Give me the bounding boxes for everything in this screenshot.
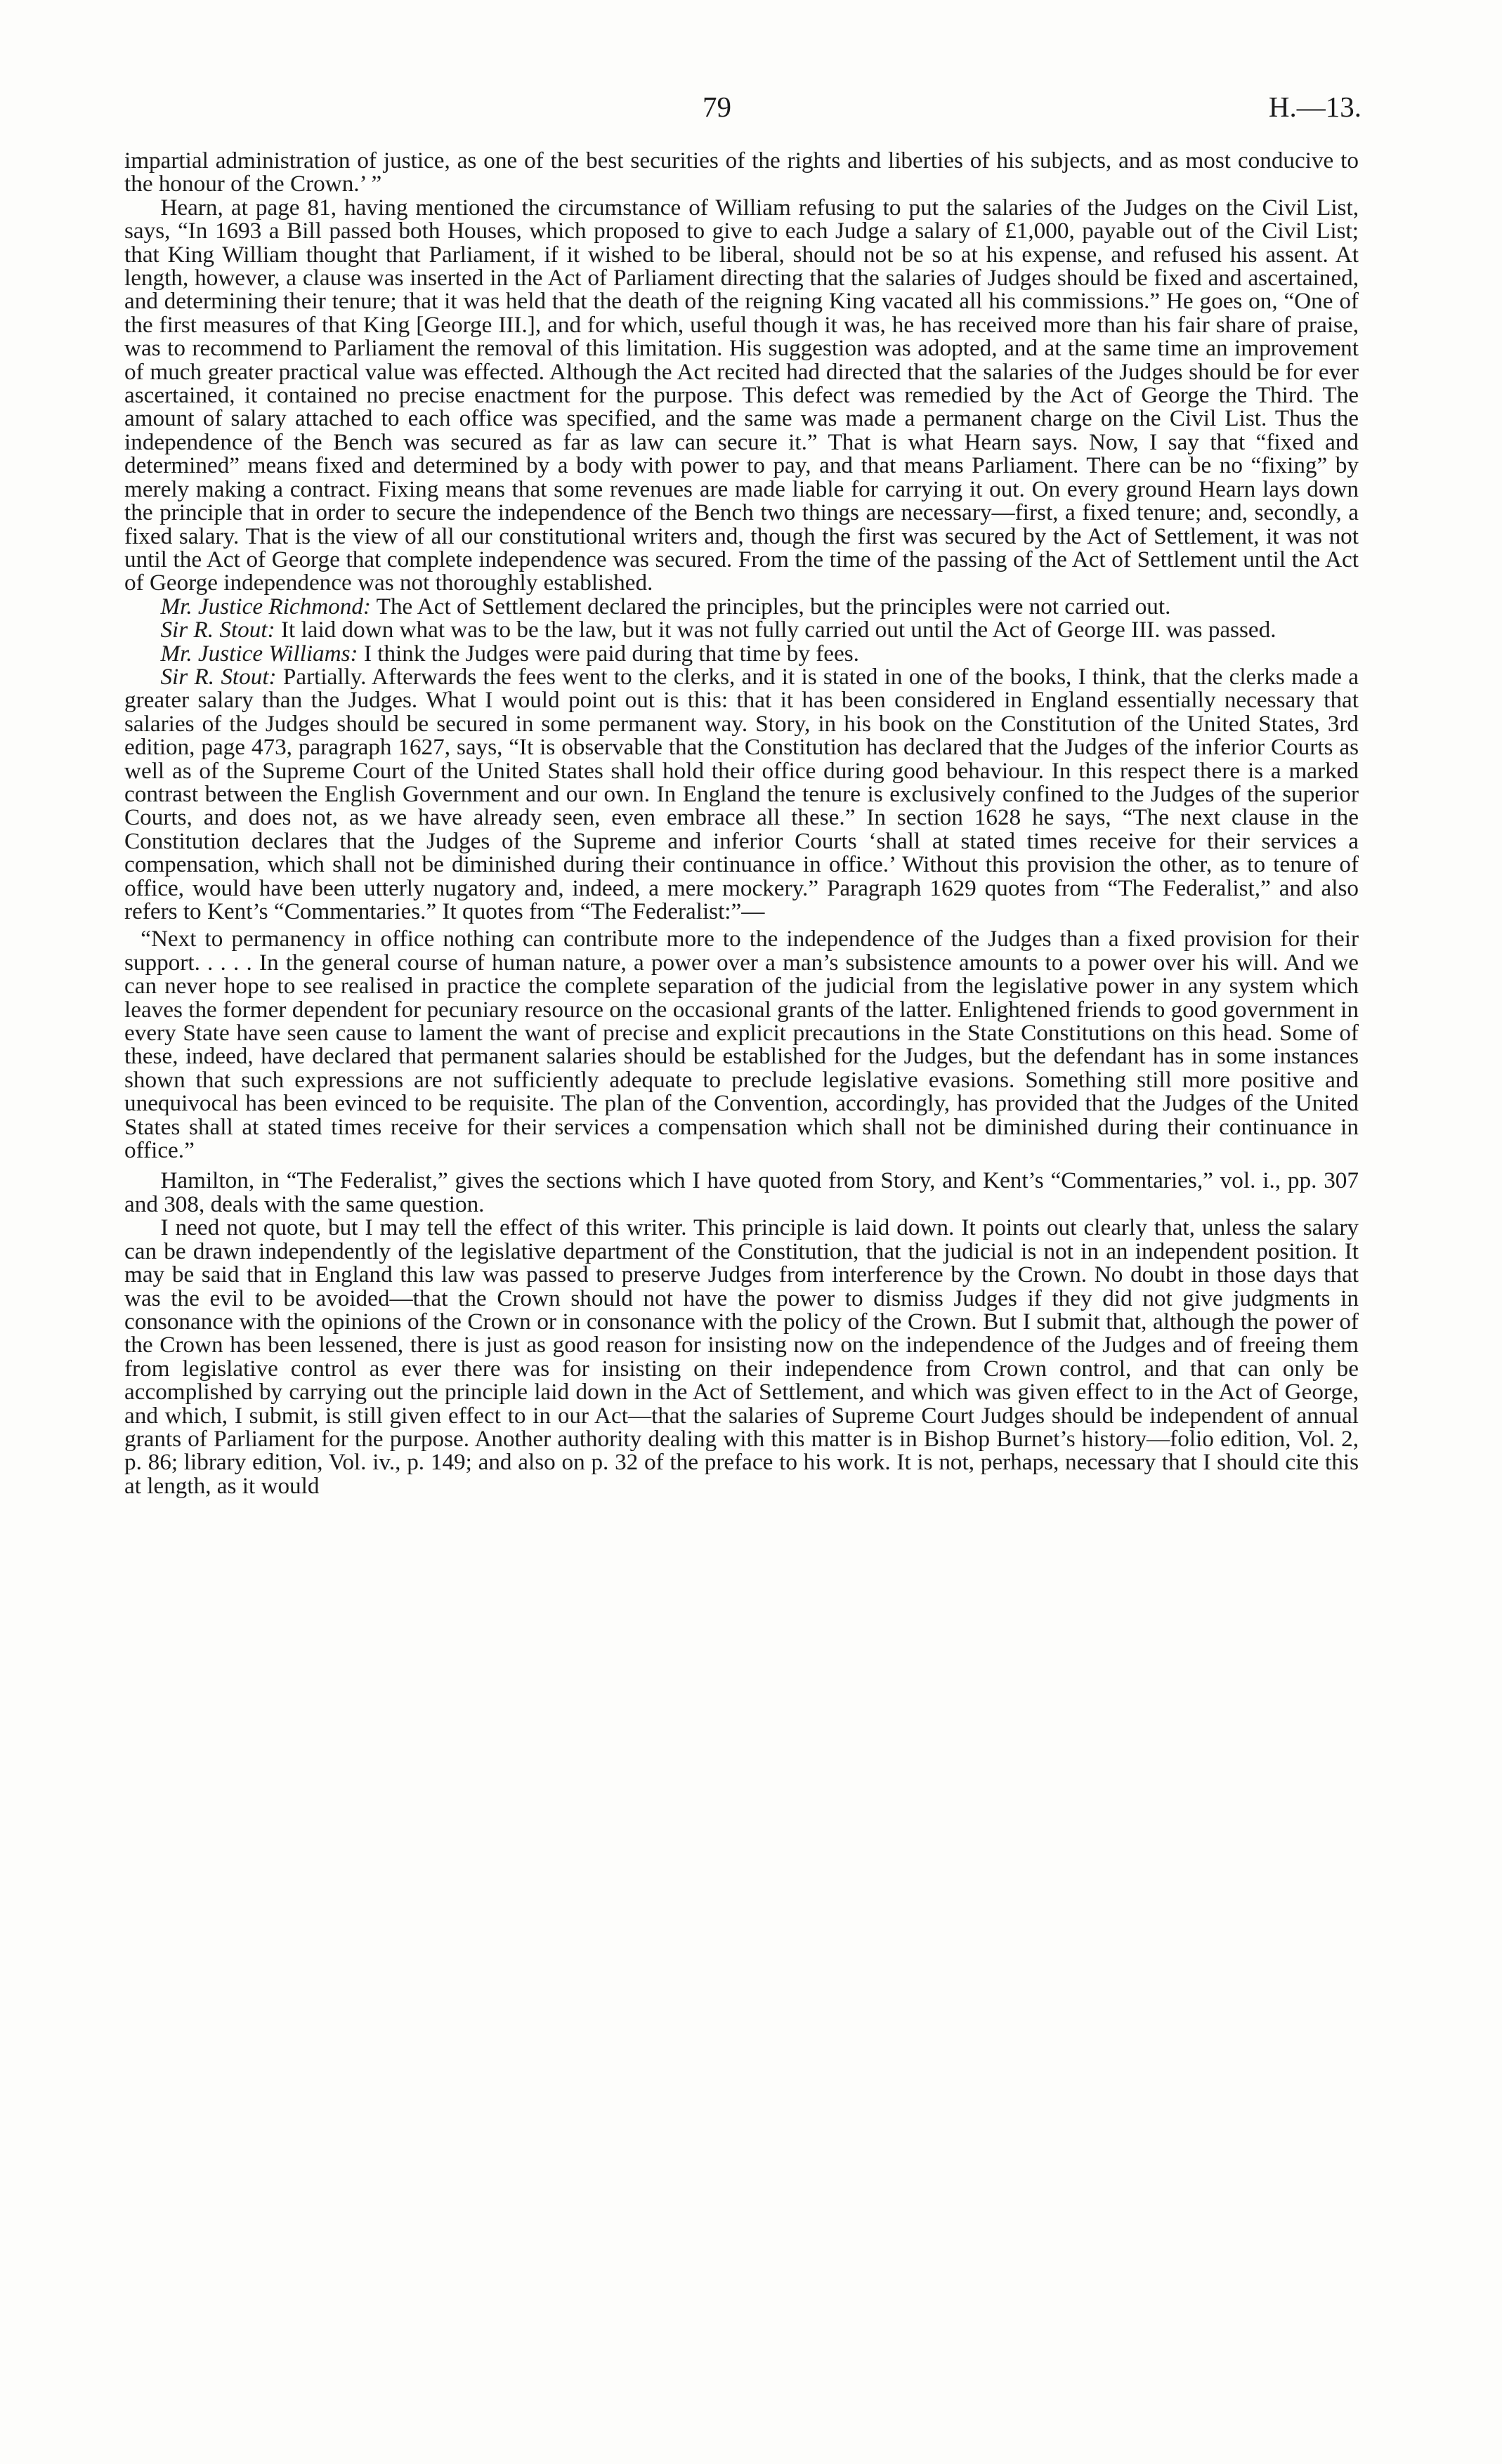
paragraph-hearn: Hearn, at page 81, having mentioned the circumstance of William refusing to put the salaries of the Judges on the Civil List, says, “In 1693 a Bill passed both Houses, which proposed to give to each Judge a salary of £1,000, payable out of the Civil List; that King William thought that Parliament, if it wished to be liberal, should not be so at his expense, and refused his assent. At length, however, a clause was inserted in the Act of Parliament directing that the salaries of Judges should be fixed and ascertained, and determining their tenure; that it was held that the death of the reigning King vacated all his commissions.” He goes on, “One of the first measures of that King [George III.], and for which, useful though it was, he has received more than his fair share of praise, was to recommend to Parliament the removal of this limitation. His suggestion was adopted, and at the same time an improvement of much greater practical value was effected. Although the Act recited had directed that the salaries of the Judges should be for ever ascertained, it contained no precise enactment for the purpose. This defect was remedied by the Act of George the Third. The amount of salary attached to each office was specified, and the same was made a permanent charge on the Civil List. Thus the independence of the Bench was secured as far as law can secure it.” That is what Hearn says. Now, I say that “fixed and determined” means fixed and determined by a body with power to pay, and that means Parliament. There can be no “fixing” by merely making a contract. Fixing means that some revenues are made liable for carrying it out. On every ground Hearn lays down the principle that in order to secure the independence of the Bench two things are necessary—first, a fixed tenure; and, secondly, a fixed salary. That is the view of all our constitutional writers and, though the first was secured by the Act of Settlement, it was not until the Act of George that complete independence was secured. From the time of the passing of the Act of Settlement until the Act of George independence was not thoroughly established. [124,194,1359,596]
speech-text: Partially. Afterwards the fees went to the clerks, and it is stated in one of the books, I think, that the clerks made a greater salary than the Judges. What I would point out is this: that it has been considered in England essentially necessary that salaries of the Judges should be secured in some permanent way. Story, in his book on the Constitution of the United States, 3rd edition, page 473, paragraph 1627, says, “It is observable that the Constitution has declared that the Judges of the inferior Courts as well as of the Supreme Court of the United States shall hold their office during good behaviour. In this respect there is a marked contrast between the English Government and our own. In England the tenure is exclusively confined to the Judges of the superior Courts, and does not, as we have already seen, even embrace all these.” In section 1628 he says, “The next clause in the Constitution declares that the Judges of the Supreme and inferior Courts ‘shall at stated times receive for their services a compensation, which shall not be diminished during their continuance in office.’ Without this provision the other, as to tenure of office, would have been utterly nugatory and, indeed, a mere mockery.” Paragraph 1629 quotes from “The Federalist,” and also refers to Kent’s “Commentaries.” It quotes from “The Federalist:”— [124,663,1359,924]
speech-text: The Act of Settlement declared the principles, but the principles were not carried out. [370,593,1171,620]
speaker-name: Sir R. Stout: [160,617,275,643]
speech-text: It laid down what was to be the law, but it was not fully carried out until the Act of George III. was passed. [275,617,1276,643]
federalist-quote [124,927,1359,1162]
speaker-name: Mr. Justice Richmond: [160,593,371,620]
document-reference: H.—13. [1268,91,1361,123]
speech-stout-1 [124,618,1359,641]
continued-paragraph: impartial administration of justice, as one of the best securities of the rights and liberties of his subjects, and as most conducive to the honour of the Crown.’ ” [124,148,1359,197]
speech-stout-2 [124,665,1359,923]
speech-text: I think the Judges were paid during that time by fees. [358,640,859,667]
speech-williams [124,642,1359,665]
paragraph-hamilton: Hamilton, in “The Federalist,” gives the sections which I have quoted from Story, and Kent’s “Commentaries,” vol. i., pp. 307 and 308, deals with the same question. [124,1167,1359,1217]
speaker-name: Mr. Justice Williams: [160,640,358,667]
speaker-name: Sir R. Stout: [160,663,277,690]
paragraph-need-not-quote: I need not quote, but I may tell the effect of this writer. This principle is laid down. It points out clearly that, unless the salary can be drawn independently of the legislative department of the Constitution, that the judicial is not in an independent position. It may be said that in England this law was passed to preserve Judges from interference by the Crown. No doubt in those days that was the evil to be avoided—that the Crown should not have the power to dismiss Judges if they did not give judgments in consonance with the opinions of the Crown or in consonance with the policy of the Crown. But I submit that, although the power of the Crown has been lessened, there is just as good reason for insisting now on the independence of the Judges and of freeing them from legislative control as ever there was for insisting on their independence from Crown control, and that can only be accomplished by carrying out the principle laid down in the Act of Settlement, and which was given effect to in the Act of George, and which, I submit, is still given effect to in our Act—that the salaries of Supreme Court Judges should be independent of annual grants of Parliament for the purpose. Another authority dealing with this matter is in Bishop Burnet’s history—folio edition, Vol. 2, p. 86; library edition, Vol. iv., p. 149; and also on p. 32 of the preface to his work. It is not, perhaps, necessary that I should cite this at length, as it would [124,1214,1359,1499]
page-header [0,90,1502,132]
page-number: 79 [703,91,731,123]
quote-text: “Next to permanency in office nothing can contribute more to the independence of the Judges than a fixed provision for their support. . . . . In the general course of human nature, a power over a man’s subsistence amounts to a power over his will. And we can never hope to see realised in practice the complete separation of the judicial from the legislative power in any system which leaves the former dependent for pecuniary resource on the occasional grants of the latter. Enlightened friends to good government in every State have seen cause to lament the want of precise and explicit precautions in the State Constitutions on this head. Some of these, indeed, have declared that permanent salaries should be established for the Judges, but the defendant has in some instances shown that such expressions are not sufficiently adequate to preclude legislative evasions. Something still more positive and unequivocal has been evinced to be requisite. The plan of the Convention, accordingly, has provided that the Judges of the United States shall at stated times receive for their services a compensation which shall not be diminished during their continuance in office.” [124,926,1359,1164]
speech-richmond [124,595,1359,618]
body-text [124,149,1359,1498]
